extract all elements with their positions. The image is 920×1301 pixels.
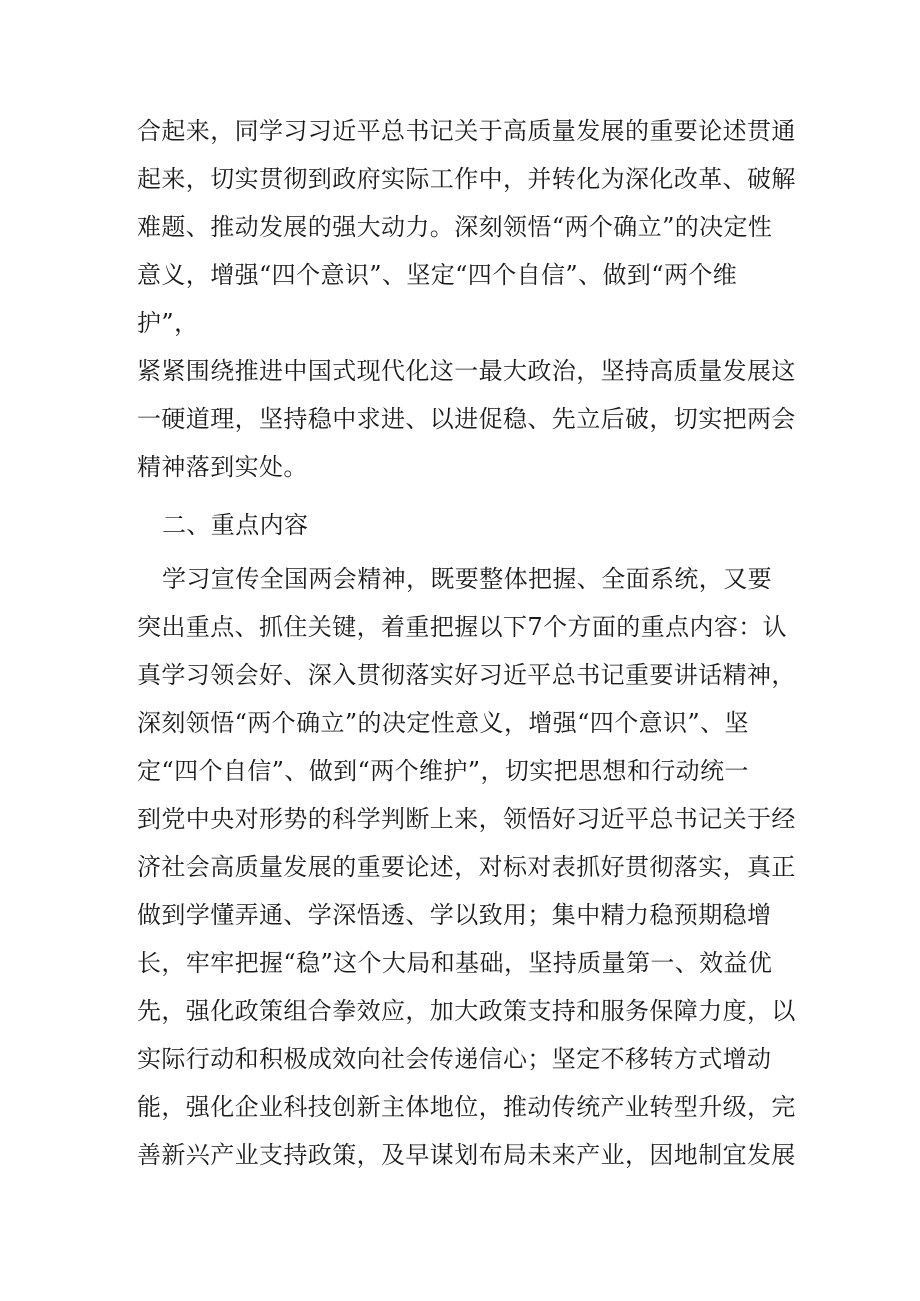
- section-heading: 二、重点内容: [162, 511, 309, 539]
- paragraph-3-line-1: 学习宣传全国两会精神，既要整体把握、全面系统，又要: [162, 565, 772, 593]
- paragraph-3-line-8: 做到学懂弄通、学深悟透、学以致用；集中精力稳预期稳增: [137, 901, 772, 929]
- paragraph-1-line-3: 难题、推动发展的强大动力。深刻领悟“两个确立”的决定性: [137, 213, 773, 241]
- paragraph-3-line-6: 到党中央对形势的科学判断上来，领悟好习近平总书记关于经: [137, 805, 796, 833]
- paragraph-2-line-1: 紧紧围绕推进中国式现代化这一最大政治，坚持高质量发展这: [137, 357, 796, 385]
- paragraph-2-line-3: 精神落到实处。: [137, 453, 308, 481]
- paragraph-3-line-11: 实际行动和积极成效向社会传递信心；坚定不移转方式增动: [137, 1045, 772, 1073]
- paragraph-1-line-2: 起来，切实贯彻到政府实际工作中，并转化为深化改革、破解: [137, 165, 796, 193]
- paragraph-3-line-5: 定“四个自信”、做到“两个维护”，切实把思想和行动统一: [137, 757, 749, 785]
- paragraph-1-line-4: 意义，增强“四个意识”、坚定“四个自信”、做到“两个维: [137, 261, 738, 289]
- paragraph-3-line-12: 能，强化企业科技创新主体地位，推动传统产业转型升级，完: [137, 1093, 796, 1121]
- paragraph-3-line-3: 真学习领会好、深入贯彻落实好习近平总书记重要讲话精神，: [137, 661, 796, 689]
- paragraph-3-line-7: 济社会高质量发展的重要论述，对标对表抓好贯彻落实，真正: [137, 853, 796, 881]
- paragraph-3-line-9: 长，牢牢把握“稳”这个大局和基础，坚持质量第一、效益优: [137, 949, 773, 977]
- paragraph-2-line-2: 一硬道理，坚持稳中求进、以进促稳、先立后破，切实把两会: [137, 405, 796, 433]
- paragraph-3-line-2: 突出重点、抓住关键，着重把握以下7个方面的重点内容：认: [137, 613, 788, 641]
- paragraph-3-line-10: 先，强化政策组合拳效应，加大政策支持和服务保障力度，以: [137, 997, 796, 1025]
- paragraph-1-line-5: 护”，: [137, 309, 199, 337]
- paragraph-3-line-4: 深刻领悟“两个确立”的决定性意义，增强“四个意识”、坚: [137, 709, 749, 737]
- paragraph-1-line-1: 合起来，同学习习近平总书记关于高质量发展的重要论述贯通: [137, 117, 796, 145]
- paragraph-3-line-13: 善新兴产业支持政策，及早谋划布局未来产业，因地制宜发展: [137, 1141, 796, 1169]
